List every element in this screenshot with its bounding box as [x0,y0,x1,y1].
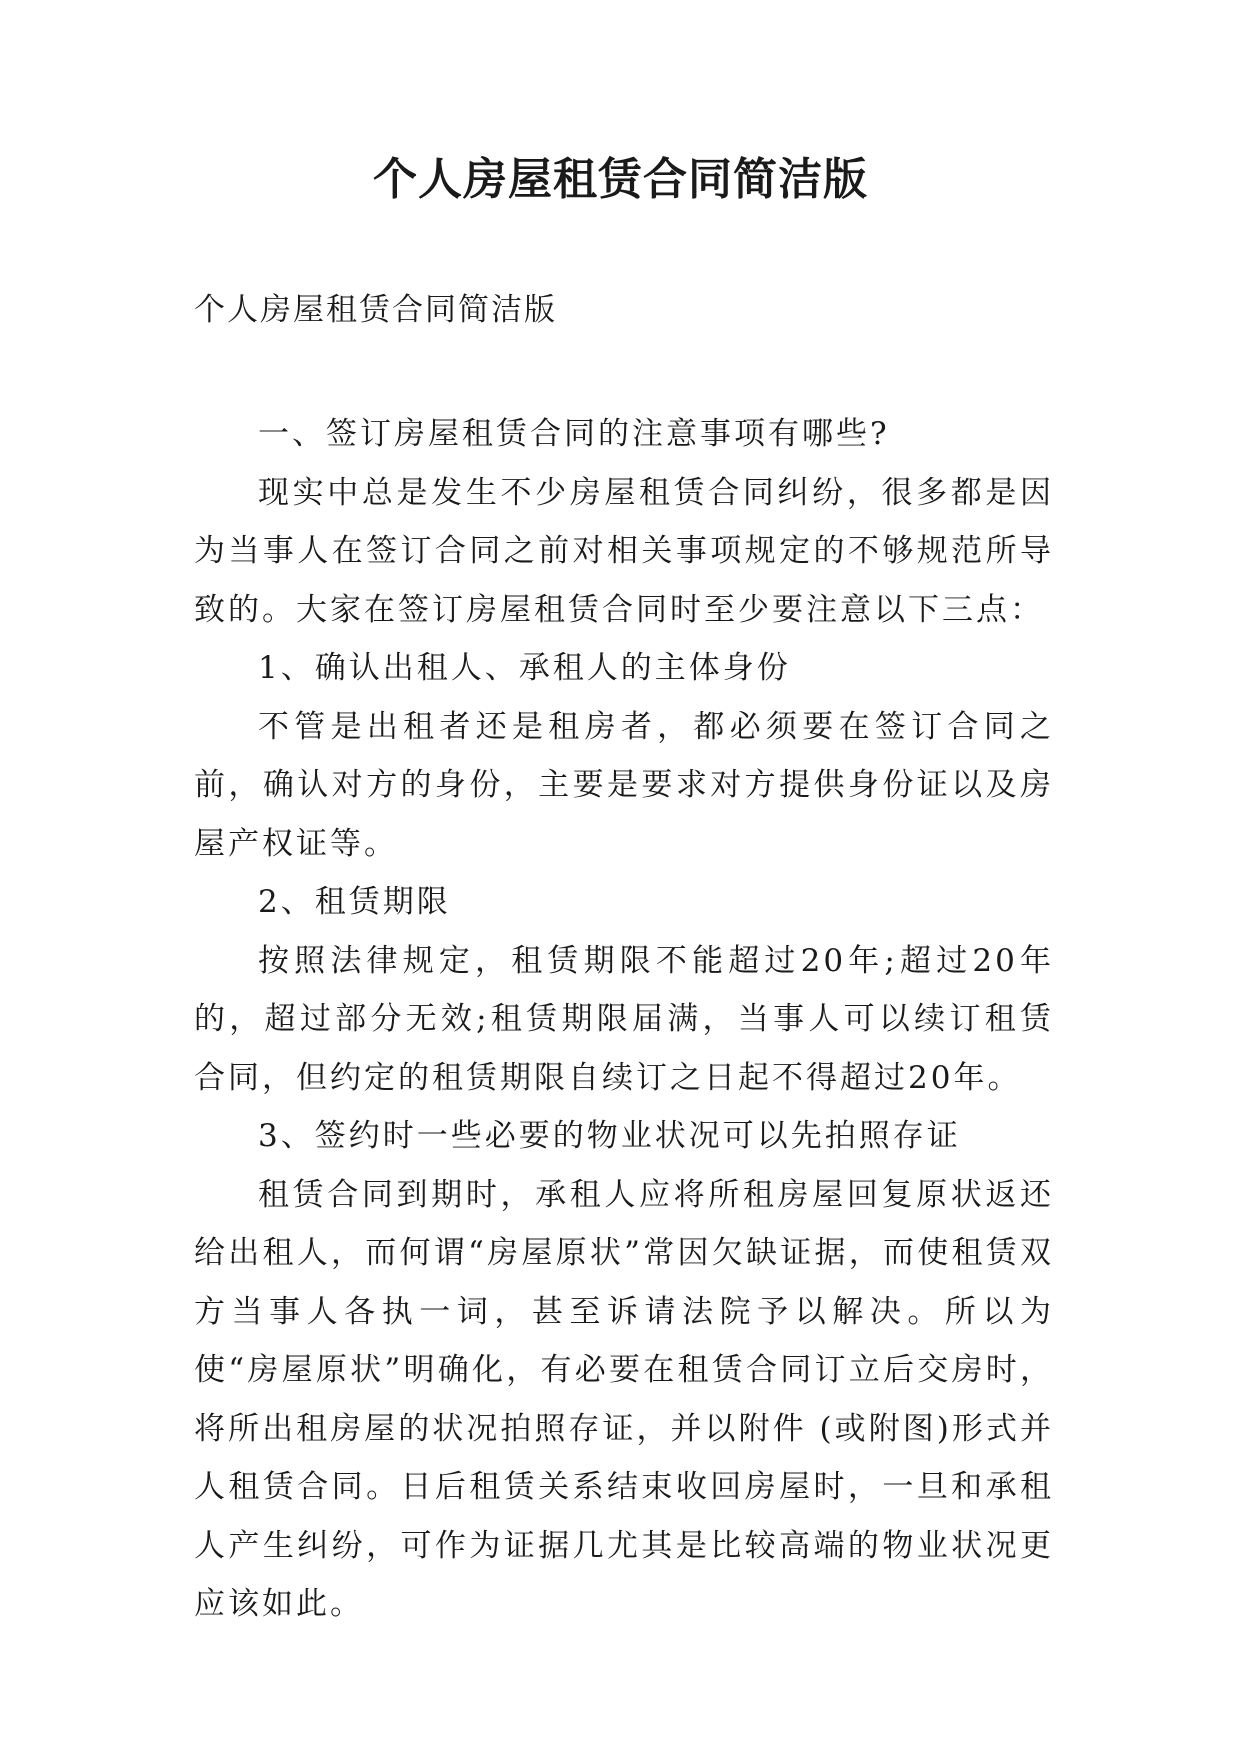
paragraph-intro: 现实中总是发生不少房屋租赁合同纠纷，很多都是因为当事人在签订合同之前对相关事项规定的不够规范所导致的。大家在签订房屋租赁合同时至少要注意以下三点： [194,474,1054,628]
point-heading-2: 2、租赁期限 [258,884,451,920]
paragraph-point-3: 租赁合同到期时，承租人应将所租房屋回复原状返还给出租人，而何谓“房屋原状”常因欠缺证据，而使租赁双方当事人各执一词，甚至诉请法院予以解决。所以为使“房屋原状”明确化，有必要在租赁合同订立后交房时，将所出租房屋的状况拍照存证，并以附件 (或附图)形式并人租赁合同。日后租赁关系结束收回房屋时，一旦和承租人产生纠纷，可作为证据几尤其是比较高端的物业状况更应该如此。 [194,1176,1054,1622]
paragraph-point-2: 按照法律规定，租赁期限不能超过20年;超过20年的，超过部分无效;租赁期限届满，当事人可以续订租赁合同，但约定的租赁期限自续订之日起不得超过20年。 [194,942,1054,1096]
section-heading-1: 一、签订房屋租赁合同的注意事项有哪些? [258,416,890,452]
paragraph-point-1: 不管是出租者还是租房者，都必须要在签订合同之前，确认对方的身份，主要是要求对方提供身份证以及房屋产权证等。 [194,708,1054,862]
document-subtitle: 个人房屋租赁合同简洁版 [194,292,557,328]
document-title: 个人房屋租赁合同简洁版 [373,154,868,205]
document-body [194,405,1054,1634]
point-heading-3: 3、签约时一些必要的物业状况可以先拍照存证 [258,1118,961,1154]
point-heading-1: 1、确认出租人、承租人的主体身份 [258,650,791,686]
